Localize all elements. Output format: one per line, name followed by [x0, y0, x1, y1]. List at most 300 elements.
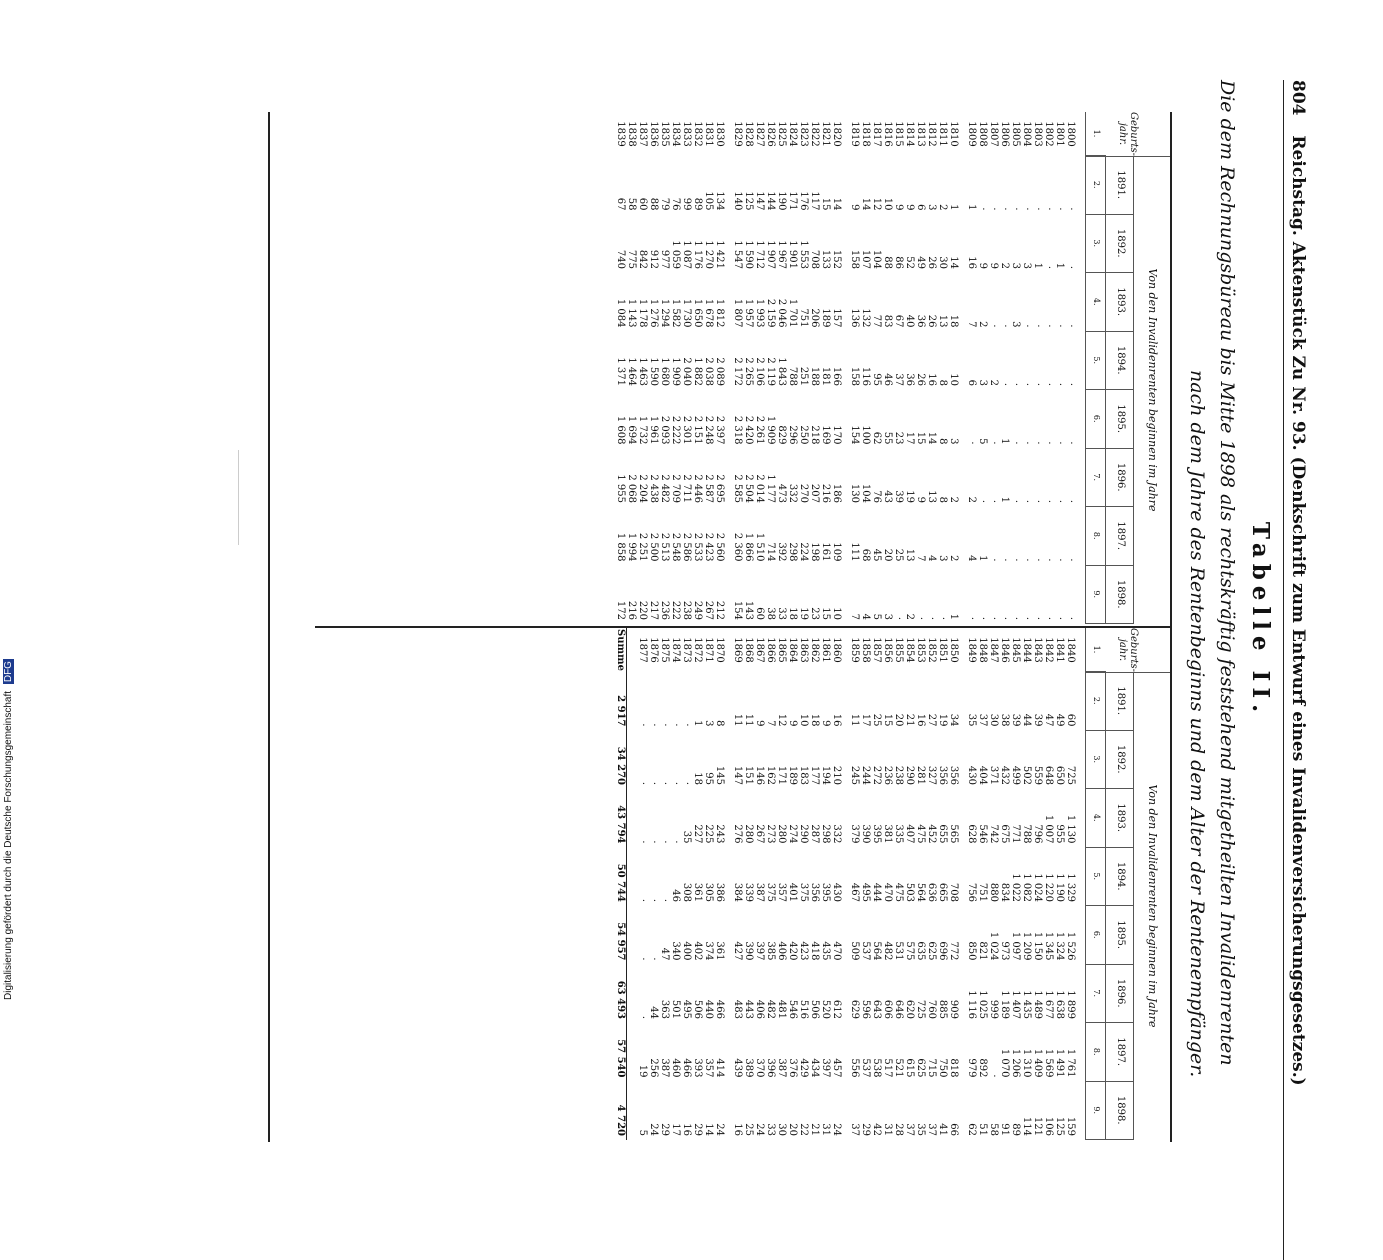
count-cell: 481 [776, 999, 787, 1019]
count-cell: 2 [904, 613, 915, 620]
table-row [1010, 628, 1021, 1140]
count-cell: 17 [860, 713, 871, 727]
count-cell: 19 [904, 490, 915, 503]
count-cell: 909 [948, 999, 959, 1019]
count-cell: 39 [1032, 713, 1043, 727]
count-cell: 171 [787, 191, 798, 211]
count-cell: 643 [871, 999, 882, 1019]
count-cell: 1 510 [754, 532, 765, 562]
count-cell: · [1054, 382, 1065, 386]
count-cell: 371 [988, 765, 999, 785]
count-cell: 499 [1010, 765, 1021, 785]
digitization-text: Digitalisierung gefördert durch die Deutsche Forschungsgemeinschaft [3, 690, 14, 1000]
count-cell: · [926, 616, 937, 620]
count-cell: 620 [904, 999, 915, 1019]
count-cell: · [1021, 382, 1032, 386]
count-cell: 37 [849, 1123, 860, 1136]
count-cell: 60 [754, 607, 765, 620]
count-cell: 4 [966, 555, 977, 562]
birth-year-cell: 1865 [776, 637, 787, 663]
dfg-logo: DFG [3, 661, 14, 683]
count-cell: 470 [831, 941, 842, 961]
count-cell: 363 [659, 999, 670, 1019]
count-cell: · [1010, 382, 1021, 386]
table-row [714, 112, 725, 624]
count-cell: 387 [659, 1058, 670, 1078]
count-cell: 62 [966, 1123, 977, 1136]
count-cell: 290 [798, 824, 809, 844]
birth-year-cell: 1826 [765, 121, 776, 147]
birth-year-cell: 1820 [831, 121, 842, 147]
birth-year-cell: 1831 [703, 121, 714, 147]
count-cell: 1 [977, 555, 988, 562]
count-cell: 564 [915, 882, 926, 902]
count-cell: 466 [714, 999, 725, 1019]
count-cell: 245 [849, 765, 860, 785]
count-cell: 495 [681, 999, 692, 1019]
birth-year-cell: 1832 [692, 121, 703, 147]
count-cell: 106 [1043, 1116, 1054, 1136]
birth-year-cell: 1806 [999, 121, 1010, 147]
birth-year-cell: 1817 [871, 121, 882, 147]
count-cell: 109 [831, 542, 842, 562]
table-row [798, 628, 809, 1140]
count-cell: 650 [1054, 765, 1065, 785]
count-cell: 9 [904, 204, 915, 211]
count-cell: 475 [893, 882, 904, 902]
table-row [776, 628, 787, 1140]
count-cell: 273 [765, 824, 776, 844]
count-cell: 772 [948, 941, 959, 961]
count-cell: · [1054, 441, 1065, 445]
table-row [787, 628, 798, 1140]
count-cell: · [1065, 441, 1076, 445]
count-cell: 298 [820, 824, 831, 844]
count-cell: 276 [732, 824, 743, 844]
count-cell: 83 [882, 314, 893, 328]
birth-year-cell: 1822 [809, 121, 820, 147]
year-header: 1894. [1106, 848, 1134, 907]
count-cell: · [681, 781, 692, 785]
count-cell: 714 [765, 542, 776, 562]
count-cell: 305 [703, 882, 714, 902]
table-row [732, 628, 743, 1140]
count-cell: · [670, 723, 681, 727]
count-cell: 272 [871, 765, 882, 785]
count-cell: 296 [787, 425, 798, 445]
birth-year-cell: 1830 [714, 121, 725, 147]
sum-cell: 57 540 [615, 1039, 626, 1078]
table-row [703, 112, 714, 624]
sum-cell: 2 917 [615, 695, 626, 727]
count-cell: 665 [937, 882, 948, 902]
count-cell: 715 [926, 1058, 937, 1078]
count-cell: 482 [882, 941, 893, 961]
count-cell: 506 [692, 999, 703, 1019]
year-header: 1897. [1106, 1023, 1134, 1082]
count-cell: · [1043, 616, 1054, 620]
count-cell: 406 [754, 999, 765, 1019]
count-cell: 1 087 [681, 240, 692, 269]
count-cell: 136 [849, 308, 860, 328]
count-cell: 385 [765, 941, 776, 961]
birth-year-cell: 1827 [754, 121, 765, 147]
count-cell: · [1054, 499, 1065, 503]
count-cell: 38 [999, 713, 1010, 727]
count-cell: 1 143 [626, 298, 637, 328]
count-cell: 40 [904, 314, 915, 328]
count-cell: 10 [831, 607, 842, 620]
count-cell: 708 [948, 882, 959, 902]
count-cell: 356 [809, 882, 820, 902]
count-cell: 725 [1065, 765, 1076, 785]
table-row [809, 112, 820, 624]
count-cell: 427 [732, 941, 743, 961]
count-cell: 2 [948, 496, 959, 503]
count-cell: · [1010, 558, 1021, 562]
count-cell: 1 310 [1021, 1048, 1032, 1078]
table-row [754, 112, 765, 624]
count-cell: 158 [849, 366, 860, 386]
count-cell: 2 [977, 321, 988, 328]
count-cell: 207 [809, 483, 820, 503]
birth-year-cell: 1804 [1021, 121, 1032, 147]
count-cell: 2 423 [703, 532, 714, 562]
count-cell: 340 [670, 941, 681, 961]
table-row [871, 628, 882, 1140]
count-cell: 62 [871, 431, 882, 445]
birth-year-cell: 1803 [1032, 121, 1043, 147]
count-cell: 21 [904, 713, 915, 727]
count-cell: 19 [937, 713, 948, 727]
count-cell: 357 [703, 1058, 714, 1078]
count-cell: 7 [849, 613, 860, 620]
count-cell: 66 [948, 1123, 959, 1136]
count-cell: 381 [882, 824, 893, 844]
count-cell: 2 [948, 555, 959, 562]
count-cell: 251 [798, 366, 809, 386]
count-cell: 606 [882, 999, 893, 1019]
count-cell: 1 677 [1043, 990, 1054, 1019]
count-cell: 18 [809, 713, 820, 727]
year-header: 1892. [1106, 731, 1134, 790]
count-cell: 501 [670, 999, 681, 1019]
birth-year-cell: 1807 [988, 121, 999, 147]
count-cell: 327 [926, 765, 937, 785]
count-cell: 250 [798, 425, 809, 445]
count-cell: 821 [977, 941, 988, 961]
count-cell: 16 [732, 1123, 743, 1136]
count-cell: 646 [893, 999, 904, 1019]
year-header: 1895. [1106, 390, 1134, 449]
count-cell: 9 [893, 204, 904, 211]
count-cell: 77 [871, 314, 882, 328]
count-cell: 3 [948, 438, 959, 445]
count-cell: 159 [1065, 1116, 1076, 1136]
count-cell: 280 [776, 824, 787, 844]
count-cell: 14 [948, 256, 959, 269]
count-cell: 267 [703, 600, 714, 620]
count-cell: 834 [999, 882, 1010, 902]
count-cell: 227 [692, 824, 703, 844]
table-row [765, 112, 776, 624]
count-cell: 885 [937, 999, 948, 1019]
count-cell: 4 [926, 555, 937, 562]
birth-year-cell: 1825 [776, 121, 787, 147]
birth-year-cell: 1850 [948, 637, 959, 663]
count-cell: · [1054, 558, 1065, 562]
count-cell: 26 [926, 314, 937, 328]
count-cell: 216 [820, 483, 831, 503]
count-cell: 370 [754, 1058, 765, 1078]
year-headers [1105, 672, 1134, 1140]
count-cell: · [637, 840, 648, 844]
count-cell: 1 082 [1021, 873, 1032, 902]
count-cell: 2 [966, 496, 977, 503]
birth-year-cell: 1836 [648, 121, 659, 147]
count-cell: 430 [831, 882, 842, 902]
count-cell: 1 220 [1043, 873, 1054, 902]
count-cell: 374 [703, 941, 714, 961]
count-cell: 147 [754, 191, 765, 211]
year-header: 1893. [1106, 273, 1134, 332]
count-cell: 466 [681, 1058, 692, 1078]
table-row [798, 112, 809, 624]
table-row [659, 628, 670, 1140]
count-cell: 1 463 [637, 357, 648, 386]
count-cell: 973 [999, 941, 1010, 961]
table-row [893, 628, 904, 1140]
count-cell: 270 [798, 483, 809, 503]
count-cell: 1 955 [615, 474, 626, 503]
count-cell: 999 [988, 999, 999, 1019]
table-row [692, 112, 703, 624]
count-cell: · [999, 324, 1010, 328]
count-cell: 24 [831, 1123, 842, 1136]
count-cell: 1 070 [999, 1048, 1010, 1078]
birth-year-cell: 1824 [787, 121, 798, 147]
count-cell: 238 [681, 600, 692, 620]
birth-year-cell: 1847 [988, 637, 999, 663]
count-cell: · [1010, 441, 1021, 445]
count-cell: 60 [637, 197, 648, 211]
count-cell: · [1021, 499, 1032, 503]
count-cell: 13 [904, 548, 915, 562]
table-right-half [315, 626, 1170, 1140]
count-cell: 457 [831, 1058, 842, 1078]
count-cell: 418 [809, 941, 820, 961]
birth-year-cell: 1863 [798, 637, 809, 663]
year-header: 1893. [1106, 789, 1134, 848]
count-cell: 339 [743, 882, 754, 902]
count-cell: · [1043, 382, 1054, 386]
count-cell: 158 [849, 249, 860, 269]
count-cell: 172 [615, 600, 626, 620]
count-cell: 3 [882, 613, 893, 620]
count-cell: 1 [999, 438, 1010, 445]
birth-year-cell: 1846 [999, 637, 1010, 663]
count-cell: 2 [988, 379, 999, 386]
count-cell: 280 [743, 824, 754, 844]
table-row [681, 112, 692, 624]
birth-year-cell: 1849 [966, 637, 977, 663]
count-cell: 596 [860, 999, 871, 1019]
birth-year-cell: 1866 [765, 637, 776, 663]
count-cell: 434 [809, 1058, 820, 1078]
count-cell: 181 [820, 366, 831, 386]
count-cell: 2 695 [714, 474, 725, 503]
table-row [999, 628, 1010, 1140]
count-cell: 290 [904, 765, 915, 785]
count-cell: 2 119 [765, 357, 776, 386]
count-cell: 979 [966, 1058, 977, 1078]
count-cell: 1 761 [1065, 1048, 1076, 1078]
table-row [831, 112, 842, 624]
count-cell: 3 [703, 720, 714, 727]
count-cell: · [659, 840, 670, 844]
count-cell: 30 [988, 713, 999, 727]
birth-year-cell: 1845 [1010, 637, 1021, 663]
count-cell: 386 [714, 882, 725, 902]
count-cell: 1 638 [1054, 990, 1065, 1019]
birth-year-cell: 1876 [648, 637, 659, 663]
count-cell: 2 172 [732, 357, 743, 386]
birth-year-cell: 1828 [743, 121, 754, 147]
year-header: 1891. [1106, 156, 1134, 215]
count-cell: 11 [849, 713, 860, 727]
count-cell: 1 553 [798, 240, 809, 269]
count-cell: 531 [893, 941, 904, 961]
count-cell: 402 [692, 941, 703, 961]
table-row [915, 628, 926, 1140]
table-row [860, 628, 871, 1140]
count-cell: · [988, 207, 999, 211]
column-numbers: 1. 2. 3. 4. 5. 6. 7. 8. 9. [1085, 628, 1106, 1140]
count-cell: 842 [637, 249, 648, 269]
birth-year-cell: 1870 [714, 637, 725, 663]
table-row [754, 628, 765, 1140]
birth-year-cell: 1805 [1010, 121, 1021, 147]
count-cell: 88 [648, 197, 659, 211]
count-cell: 176 [798, 191, 809, 211]
count-cell: 154 [732, 600, 743, 620]
count-cell: 1 491 [1054, 1048, 1065, 1078]
count-cell: · [988, 558, 999, 562]
count-cell: · [648, 840, 659, 844]
count-cell: 1 843 [776, 357, 787, 386]
count-cell: 86 [893, 256, 904, 269]
count-cell: 100 [860, 425, 871, 445]
count-cell: 1 150 [1032, 931, 1043, 961]
count-cell: 502 [1021, 765, 1032, 785]
year-headers [1105, 156, 1134, 624]
count-cell: 2 318 [732, 415, 743, 445]
count-cell: 89 [1010, 1123, 1021, 1136]
count-cell: 2 420 [743, 415, 754, 445]
count-cell: 1 526 [1065, 931, 1076, 961]
count-cell: 15 [915, 431, 926, 445]
count-cell: 10 [798, 713, 809, 727]
birth-year-cell: 1838 [626, 121, 637, 147]
count-cell: 2 [937, 204, 948, 211]
count-cell: 375 [798, 882, 809, 902]
count-cell: 206 [809, 308, 820, 328]
count-cell: 147 [732, 765, 743, 785]
count-cell: 1 464 [626, 357, 637, 386]
birth-year-cell: 1810 [948, 121, 959, 147]
count-cell: 648 [1043, 765, 1054, 785]
birth-year-cell: 1818 [860, 121, 871, 147]
table-row [1065, 112, 1076, 624]
count-cell: 25 [743, 1123, 754, 1136]
count-cell: 400 [681, 941, 692, 961]
count-cell: 387 [754, 882, 765, 902]
count-cell: 9 [849, 204, 860, 211]
count-cell: 880 [988, 882, 999, 902]
count-cell: 169 [820, 425, 831, 445]
count-cell: 166 [831, 366, 842, 386]
count-cell: 1 678 [703, 298, 714, 328]
table-row [871, 112, 882, 624]
count-cell: 473 [776, 483, 787, 503]
count-cell: · [977, 207, 988, 211]
count-cell: 8 [937, 438, 948, 445]
count-cell: 392 [776, 542, 787, 562]
count-cell: 1 680 [659, 357, 670, 386]
count-cell: 45 [871, 548, 882, 562]
birth-year-cell: 1848 [977, 637, 988, 663]
count-cell: 26 [926, 256, 937, 269]
birth-year-cell: 1873 [681, 637, 692, 663]
count-cell: · [681, 723, 692, 727]
count-cell: 751 [977, 882, 988, 902]
count-cell: 47 [659, 947, 670, 961]
count-cell: 2 301 [681, 415, 692, 445]
count-cell: 1 209 [1021, 931, 1032, 961]
count-cell: 375 [765, 882, 776, 902]
birth-year-cell: 1851 [937, 637, 948, 663]
count-cell: · [1054, 616, 1065, 620]
count-cell: · [999, 207, 1010, 211]
count-cell: 35 [681, 830, 692, 844]
count-cell: · [1043, 207, 1054, 211]
count-cell: 157 [831, 308, 842, 328]
count-cell: · [1065, 324, 1076, 328]
count-cell: 796 [1032, 824, 1043, 844]
count-cell: 298 [787, 542, 798, 562]
table-row [1054, 628, 1065, 1140]
count-cell: 655 [937, 824, 948, 844]
count-cell: 91 [999, 1123, 1010, 1136]
count-cell: 171 [776, 765, 787, 785]
table-row [977, 112, 988, 624]
count-cell: · [893, 616, 904, 620]
count-cell: 407 [904, 824, 915, 844]
count-cell: 332 [787, 483, 798, 503]
count-cell: 1 994 [626, 532, 637, 562]
table-row [648, 112, 659, 624]
sum-cell: 50 744 [615, 863, 626, 902]
count-cell: 395 [871, 824, 882, 844]
count-cell: 37 [904, 1123, 915, 1136]
table-row [882, 112, 893, 624]
count-cell: 125 [1054, 1116, 1065, 1136]
count-cell: 429 [798, 1058, 809, 1078]
count-cell: 37 [926, 1123, 937, 1136]
count-cell: 1 812 [714, 298, 725, 328]
count-cell: 439 [732, 1058, 743, 1078]
count-cell: 249 [692, 600, 703, 620]
